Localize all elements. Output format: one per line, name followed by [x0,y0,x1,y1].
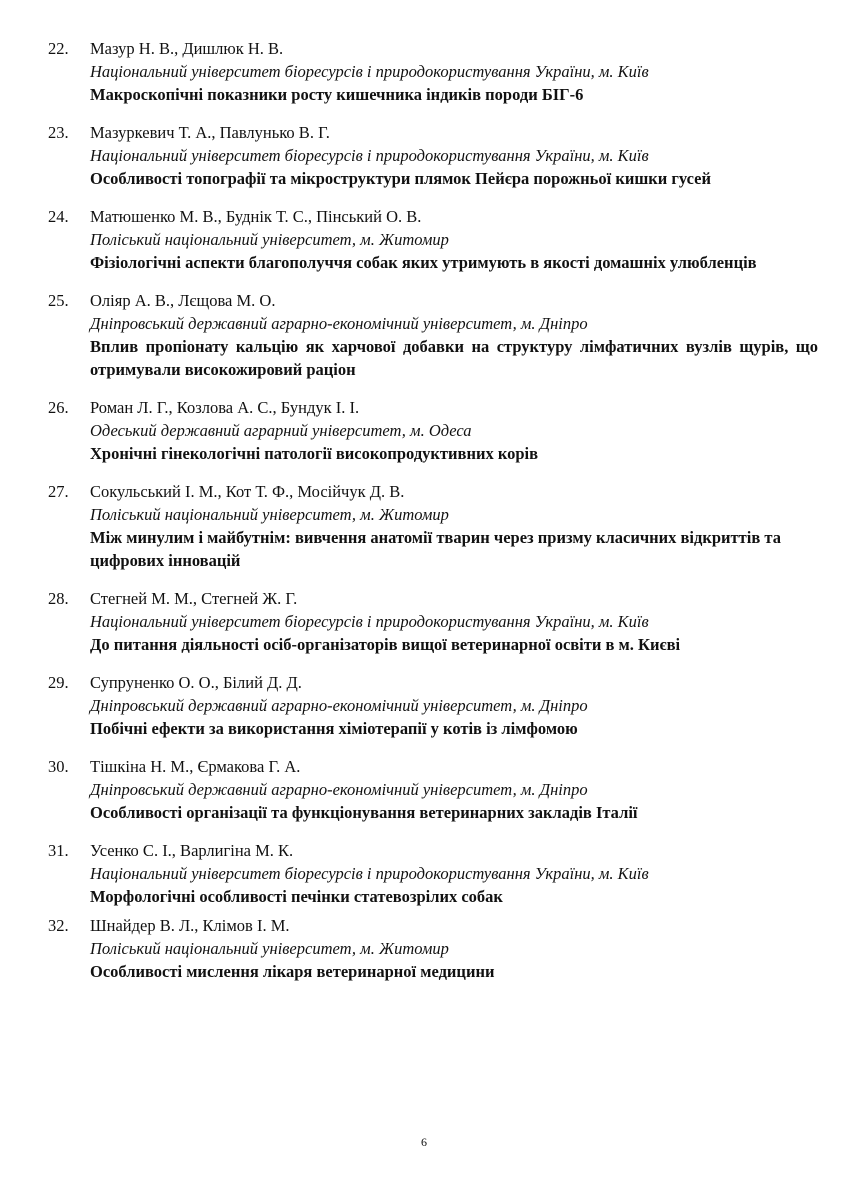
entry-title: Побічні ефекти за використання хіміотерапії у котів із лімфомою [90,719,578,738]
entry-title: Особливості організації та функціонування ветеринарних закладів Італії [90,803,638,822]
entry-title: Макроскопічні показники росту кишечника індиків породи БІГ-6 [90,85,584,104]
entry-affiliation: Національний університет біоресурсів і природокористування України, м. Київ [90,612,649,631]
entry-title: До питання діяльності осіб-організаторів вищої ветеринарної освіти в м. Києві [90,635,681,654]
program-entry [48,839,818,908]
program-entry [48,396,818,465]
program-entry [48,37,818,106]
entry-number: 22. [48,39,69,58]
program-entry [48,671,818,740]
entry-number: 27. [48,482,69,501]
program-entry [48,289,818,381]
entry-affiliation: Національний університет біоресурсів і природокористування України, м. Київ [90,146,649,165]
entry-number: 26. [48,398,69,417]
program-entry [48,121,818,190]
entry-title: Морфологічні особливості печінки статевозрілих собак [90,887,503,906]
entry-affiliation: Поліський національний університет, м. Житомир [90,230,449,249]
entry-title: Вплив пропіонату кальцію як харчової добавки на структуру лімфатичних вузлів щурів, що отримували високожировий раціон [90,337,818,379]
entry-title: Особливості мислення лікаря ветеринарної медицини [90,962,495,981]
program-entry [48,480,818,572]
entry-title: Фізіологічні аспекти благополуччя собак яких утримують в якості домашніх улюбленців [90,253,757,272]
entry-number: 24. [48,207,69,226]
entry-authors: Мазур Н. В., Дишлюк Н. В. [90,39,284,58]
entry-affiliation: Національний університет біоресурсів і природокористування України, м. Київ [90,62,649,81]
entry-authors: Усенко С. І., Варлигіна М. К. [90,841,294,860]
entry-number: 25. [48,291,69,310]
entry-authors: Оліяр А. В., Лєщова М. О. [90,291,276,310]
entry-number: 29. [48,673,69,692]
page-number: 6 [421,1135,427,1149]
program-entry-list [48,37,818,998]
entry-number: 32. [48,916,69,935]
program-entry [48,914,818,983]
entry-authors: Тішкіна Н. М., Єрмакова Г. А. [90,757,301,776]
entry-number: 30. [48,757,69,776]
entry-authors: Мазуркевич Т. А., Павлунько В. Г. [90,123,330,142]
entry-title: Між минулим і майбутнім: вивчення анатомії тварин через призму класичних відкриттів та цифрових інновацій [90,528,781,570]
entry-title: Хронічні гінекологічні патології високопродуктивних корів [90,444,539,463]
entry-number: 31. [48,841,69,860]
entry-affiliation: Національний університет біоресурсів і природокористування України, м. Київ [90,864,649,883]
entry-number: 23. [48,123,69,142]
entry-authors: Матюшенко М. В., Буднік Т. С., Пінський О. В. [90,207,422,226]
entry-authors: Стегней М. М., Стегней Ж. Г. [90,589,298,608]
program-entry [48,755,818,824]
entry-affiliation: Поліський національний університет, м. Житомир [90,939,449,958]
entry-affiliation: Одеський державний аграрний університет, м. Одеса [90,421,472,440]
entry-authors: Сокульський І. М., Кот Т. Ф., Мосійчук Д. В. [90,482,405,501]
entry-affiliation: Дніпровський державний аграрно-економічний університет, м. Дніпро [90,780,588,799]
entry-number: 28. [48,589,69,608]
program-entry [48,205,818,274]
entry-authors: Роман Л. Г., Козлова А. С., Бундук І. І. [90,398,360,417]
entry-title: Особливості топографії та мікроструктури плямок Пейєра порожньої кишки гусей [90,169,711,188]
entry-authors: Супруненко О. О., Білий Д. Д. [90,673,302,692]
program-entry [48,587,818,656]
entry-authors: Шнайдер В. Л., Клімов І. М. [90,916,290,935]
entry-affiliation: Поліський національний університет, м. Житомир [90,505,449,524]
entry-affiliation: Дніпровський державний аграрно-економічний університет, м. Дніпро [90,696,588,715]
entry-affiliation: Дніпровський державний аграрно-економічний університет, м. Дніпро [90,314,588,333]
